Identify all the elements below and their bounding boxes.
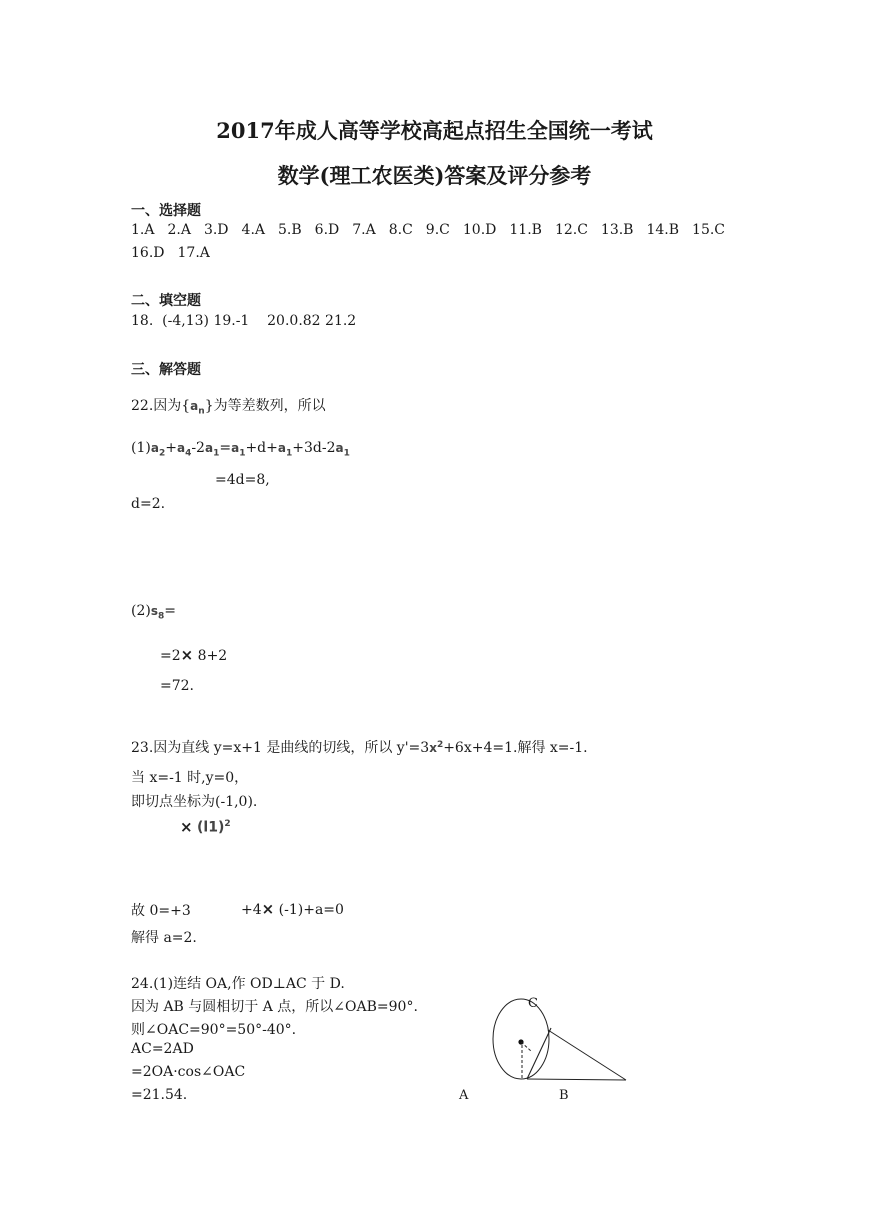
answer-item: 10.D bbox=[462, 222, 497, 238]
answer-item: 4.A bbox=[241, 222, 265, 238]
answer-item: 14.B bbox=[646, 222, 680, 238]
a1-letter: a bbox=[335, 441, 344, 455]
q22-p1-t3: = bbox=[219, 440, 232, 456]
a2-sub: 2 bbox=[158, 448, 166, 459]
q24-line5: =2OA·cos∠OAC bbox=[131, 1064, 246, 1080]
q22-p1-t4: +d+ bbox=[245, 440, 278, 456]
q23-line4 bbox=[241, 900, 344, 918]
segment-ab bbox=[527, 1079, 626, 1080]
section-solution-heading: 三、解答题 bbox=[131, 362, 201, 378]
a1-sub: 1 bbox=[239, 448, 246, 459]
a4-symbol bbox=[177, 441, 191, 458]
x-squared-symbol bbox=[429, 740, 443, 755]
answer-item: 5.B bbox=[278, 222, 302, 238]
q22-p1-label: (1) bbox=[131, 440, 151, 456]
q22-p1-t2: -2 bbox=[191, 440, 205, 456]
answer-item: 17.A bbox=[177, 245, 210, 261]
seq-a-letter: a bbox=[190, 399, 199, 413]
l1-squared-symbol bbox=[197, 819, 231, 836]
a2-symbol bbox=[151, 441, 165, 458]
q22-p2-eq: = bbox=[164, 603, 176, 619]
circle-o bbox=[493, 999, 549, 1079]
q22-p1-t5: +3d-2 bbox=[292, 440, 336, 456]
q24-line1: 24.(1)连结 OA,作 OD⊥AC 于 D. bbox=[131, 976, 345, 992]
a1-letter: a bbox=[204, 441, 214, 455]
q23-line1b: +6x+4=1.解得 x=-1. bbox=[443, 740, 588, 756]
q24-line2: 因为 AB 与圆相切于 A 点，所以∠OAB=90°. bbox=[131, 999, 418, 1015]
q22-part2-eq bbox=[131, 603, 176, 621]
multiply-icon: × bbox=[261, 900, 275, 918]
a2-letter: a bbox=[150, 441, 159, 455]
a1-letter: a bbox=[277, 441, 286, 455]
answer-item: 1.A bbox=[131, 222, 155, 238]
l1-text: (l1) bbox=[197, 820, 225, 836]
geometry-figure bbox=[455, 992, 635, 1107]
a1-symbol bbox=[231, 441, 245, 458]
q24-line6: =21.54. bbox=[131, 1087, 188, 1103]
multiply-icon: × bbox=[180, 818, 193, 836]
choice-answers-row-2 bbox=[131, 245, 223, 261]
q22-p1-t1: + bbox=[165, 440, 177, 456]
q23-figure bbox=[180, 818, 231, 836]
q22-line6: =72. bbox=[160, 678, 194, 694]
answer-item: 3.D bbox=[203, 222, 229, 238]
page-subtitle: 数学(理工农医类)答案及评分参考 bbox=[277, 163, 592, 188]
x-letter: x bbox=[429, 741, 437, 755]
segment-cb bbox=[548, 1030, 626, 1080]
a4-letter: a bbox=[176, 441, 186, 455]
a1-symbol bbox=[336, 441, 350, 458]
x-sup: 2 bbox=[436, 740, 444, 750]
q23-line2: 当 x=-1 时,y=0， bbox=[131, 770, 249, 786]
q23-line1a: 23.因为直线 y=x+1 是曲线的切线，所以 y'=3 bbox=[131, 740, 430, 756]
q23-line4a: 故 0=+3 bbox=[131, 903, 191, 919]
q23-line5: 解得 a=2. bbox=[131, 930, 197, 946]
a1-symbol bbox=[205, 441, 219, 458]
seq-a-sub: n bbox=[198, 406, 205, 417]
q23-line1 bbox=[131, 737, 588, 757]
s8-sub: 8 bbox=[158, 611, 165, 622]
a1-letter: a bbox=[231, 441, 240, 455]
answer-item: 2.A bbox=[167, 222, 191, 238]
choice-answers-row-1 bbox=[131, 222, 738, 238]
q22-line2: =4d=8, bbox=[215, 472, 270, 488]
q22-line5a: =2 bbox=[160, 648, 181, 664]
label-c: C bbox=[528, 996, 538, 1011]
q22-line5 bbox=[160, 646, 227, 664]
q22-p2-label: (2) bbox=[131, 603, 151, 619]
a1-sub: 1 bbox=[343, 448, 350, 459]
seq-a-symbol bbox=[190, 399, 205, 416]
multiply-icon: × bbox=[180, 646, 194, 664]
answer-item: 9.C bbox=[425, 222, 450, 238]
a1-sub: 1 bbox=[286, 448, 293, 459]
s8-letter: s bbox=[150, 604, 158, 618]
fill-answers: 18. (-4,13) 19.-1 20.0.82 21.2 bbox=[131, 313, 357, 329]
q22-line3: d=2. bbox=[131, 496, 166, 512]
answer-item: 15.C bbox=[692, 222, 726, 238]
q24-line4: AC=2AD bbox=[131, 1041, 194, 1057]
a1-sub: 1 bbox=[213, 448, 220, 459]
label-a: A bbox=[459, 1088, 469, 1103]
answer-item: 13.B bbox=[600, 222, 634, 238]
answer-item: 12.C bbox=[554, 222, 588, 238]
q22-intro bbox=[131, 395, 326, 416]
answer-item: 8.C bbox=[388, 222, 413, 238]
q22-line5b: 8+2 bbox=[193, 648, 228, 664]
l1-sup: 2 bbox=[224, 819, 231, 830]
answer-item: 11.B bbox=[509, 222, 542, 238]
q22-part1-eq bbox=[131, 440, 350, 458]
q22-intro-a: 22.因为{ bbox=[131, 398, 191, 414]
s8-symbol bbox=[151, 604, 164, 621]
q23-line3: 即切点坐标为(-1,0). bbox=[131, 794, 258, 810]
section-fill-heading: 二、填空题 bbox=[131, 293, 201, 309]
q23-line4b: +4 bbox=[241, 902, 262, 918]
q22-intro-b: }为等差数列，所以 bbox=[204, 398, 326, 414]
q23-line4c: (-1)+a=0 bbox=[274, 902, 344, 918]
page-title: 2017年成人高等学校高起点招生全国统一考试 bbox=[216, 118, 653, 143]
answer-item: 7.A bbox=[352, 222, 376, 238]
q24-line3: 则∠OAC=90°=50°-40°. bbox=[131, 1022, 297, 1038]
label-b: B bbox=[559, 1088, 569, 1103]
section-choice-heading: 一、选择题 bbox=[131, 203, 201, 219]
answer-item: 6.D bbox=[314, 222, 340, 238]
a4-sub: 4 bbox=[185, 448, 192, 459]
a1-symbol bbox=[278, 441, 292, 458]
answer-item: 16.D bbox=[131, 245, 165, 261]
